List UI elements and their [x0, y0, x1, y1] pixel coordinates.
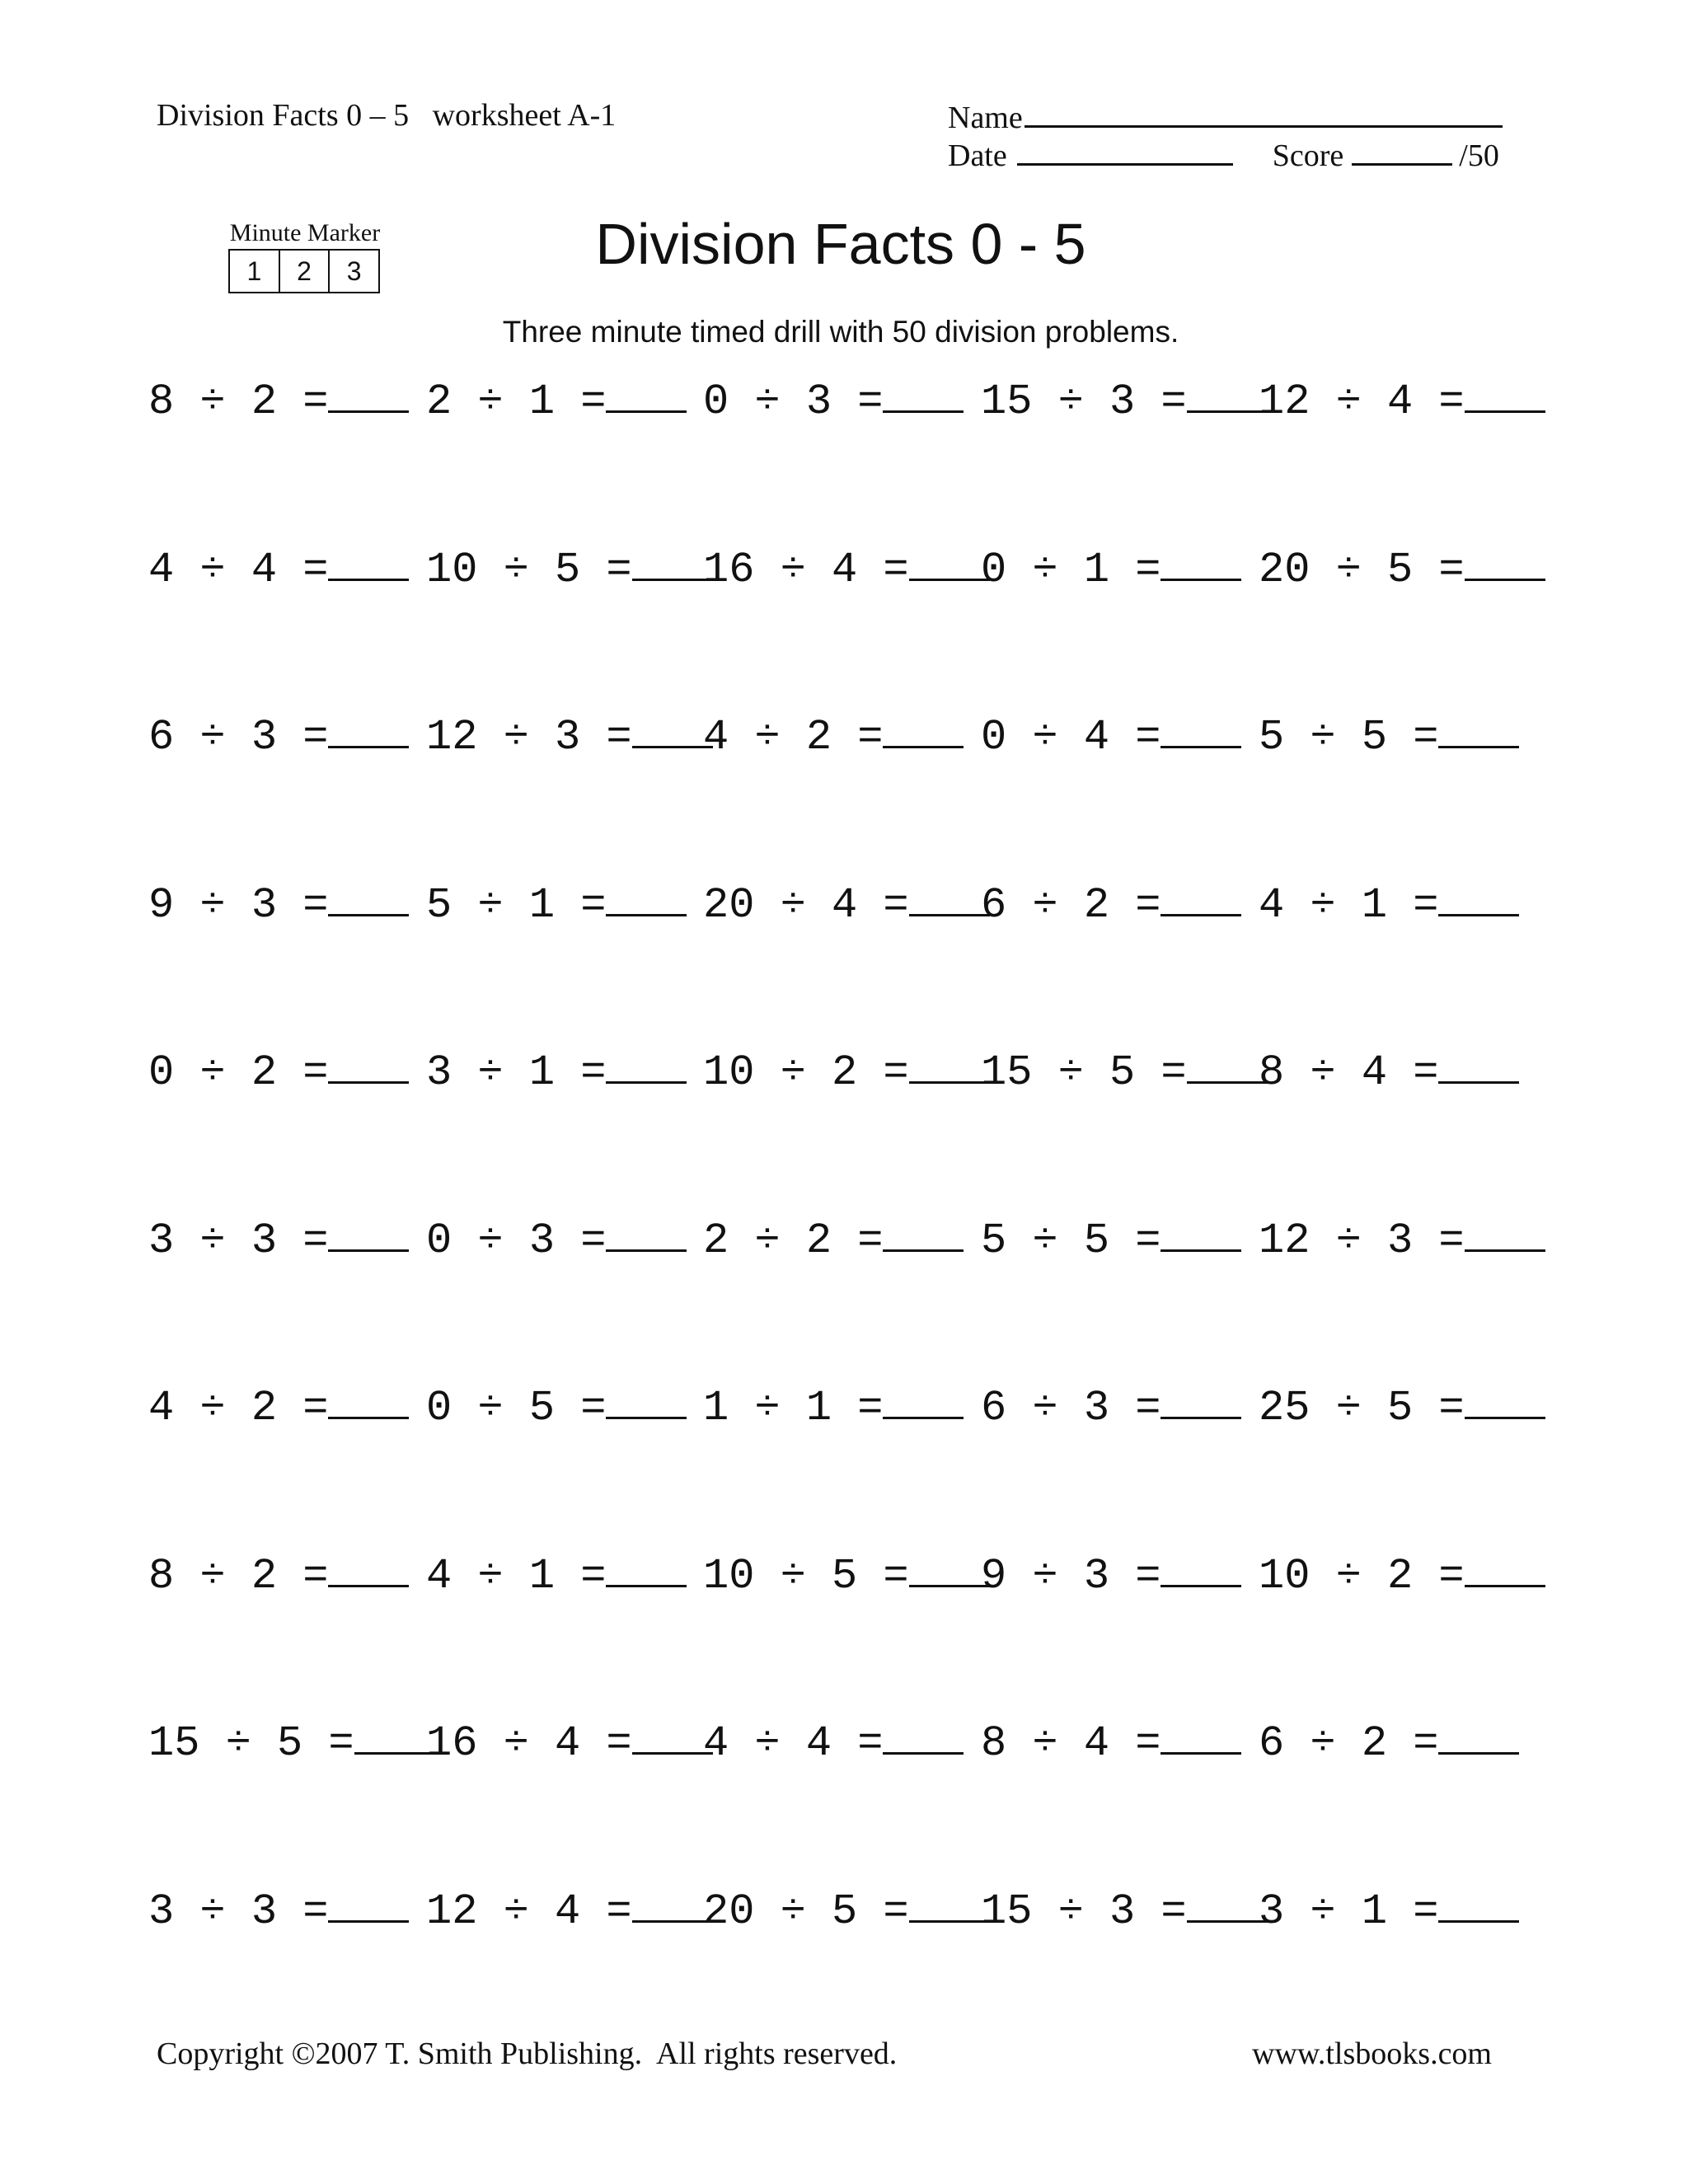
problem-expression: 2 ÷ 1 = — [426, 377, 607, 426]
problem-expression: 6 ÷ 2 = — [981, 881, 1161, 930]
problem-expression: 0 ÷ 4 = — [981, 713, 1161, 762]
division-problem — [1259, 541, 1545, 593]
answer-blank[interactable] — [909, 876, 990, 916]
problem-expression: 8 ÷ 2 = — [148, 377, 329, 426]
division-problem — [703, 1379, 964, 1432]
division-problem — [148, 876, 409, 929]
answer-blank[interactable] — [1187, 1882, 1268, 1923]
answer-blank[interactable] — [1160, 1547, 1241, 1587]
division-problem — [981, 1547, 1241, 1600]
answer-blank[interactable] — [1438, 1714, 1519, 1755]
answer-blank[interactable] — [354, 1714, 435, 1755]
answer-blank[interactable] — [1187, 1043, 1268, 1084]
answer-blank[interactable] — [606, 1043, 687, 1084]
division-problem — [1259, 1043, 1519, 1096]
division-problem — [426, 541, 713, 593]
answer-blank[interactable] — [606, 373, 687, 413]
problem-expression: 6 ÷ 3 = — [981, 1384, 1161, 1432]
division-problem — [148, 1547, 409, 1600]
division-problem — [426, 1714, 713, 1767]
division-problem — [1259, 708, 1519, 761]
worksheet-label: Division Facts 0 – 5 worksheet A-1 — [157, 98, 617, 133]
answer-blank[interactable] — [1438, 876, 1519, 916]
division-problem — [981, 708, 1241, 761]
problem-expression: 12 ÷ 3 = — [426, 713, 632, 762]
problem-expression: 4 ÷ 1 = — [1259, 881, 1439, 930]
problem-expression: 20 ÷ 5 = — [1259, 546, 1465, 594]
minute-marker-box-1[interactable]: 1 — [246, 256, 262, 286]
division-problem — [426, 708, 713, 761]
score-total: /50 — [1459, 138, 1499, 173]
division-problem — [981, 1714, 1241, 1767]
answer-blank[interactable] — [632, 1882, 713, 1923]
problem-expression: 20 ÷ 4 = — [703, 881, 909, 930]
division-problem — [1259, 1379, 1545, 1432]
answer-blank[interactable] — [328, 1547, 409, 1587]
problem-expression: 9 ÷ 3 = — [148, 881, 329, 930]
answer-blank[interactable] — [328, 1043, 409, 1084]
division-problem — [981, 541, 1241, 593]
problem-expression: 3 ÷ 3 = — [148, 1216, 329, 1265]
division-problem — [426, 373, 687, 425]
problem-expression: 0 ÷ 3 = — [426, 1216, 607, 1265]
division-problem — [148, 1043, 409, 1096]
answer-blank[interactable] — [909, 1043, 990, 1084]
division-problem — [1259, 1212, 1545, 1264]
answer-blank[interactable] — [1465, 1379, 1545, 1419]
problem-expression: 2 ÷ 2 = — [703, 1216, 884, 1265]
problem-expression: 0 ÷ 2 = — [148, 1048, 329, 1097]
problem-expression: 6 ÷ 3 = — [148, 713, 329, 762]
division-problem — [1259, 1882, 1519, 1935]
answer-blank[interactable] — [883, 708, 964, 748]
division-problem — [148, 1379, 409, 1432]
page-subtitle: Three minute timed drill with 50 division problems. — [502, 315, 1179, 349]
division-problem — [426, 876, 687, 929]
division-problem — [981, 1882, 1268, 1935]
minute-marker-box-2[interactable]: 2 — [279, 251, 329, 292]
division-problem — [981, 1043, 1268, 1096]
answer-blank[interactable] — [1160, 541, 1241, 581]
answer-blank[interactable] — [632, 541, 713, 581]
problem-expression: 15 ÷ 3 = — [981, 377, 1187, 426]
answer-blank[interactable] — [606, 1379, 687, 1419]
problem-expression: 5 ÷ 5 = — [981, 1216, 1161, 1265]
division-problem — [426, 1043, 687, 1096]
problem-expression: 3 ÷ 1 = — [426, 1048, 607, 1097]
division-problem — [148, 708, 409, 761]
answer-blank[interactable] — [606, 876, 687, 916]
answer-blank[interactable] — [1187, 373, 1268, 413]
website-link[interactable]: www.tlsbooks.com — [1252, 2036, 1492, 2071]
division-problem — [703, 541, 990, 593]
division-problem — [703, 876, 990, 929]
problem-expression: 4 ÷ 4 = — [148, 546, 329, 594]
answer-blank[interactable] — [632, 1714, 713, 1755]
date-label: Date — [948, 138, 1007, 173]
problem-expression: 20 ÷ 5 = — [703, 1887, 909, 1936]
division-problem — [426, 1882, 713, 1935]
problem-expression: 9 ÷ 3 = — [981, 1552, 1161, 1601]
answer-blank[interactable] — [909, 1882, 990, 1923]
problem-expression: 10 ÷ 5 = — [426, 546, 632, 594]
problem-expression: 4 ÷ 2 = — [703, 713, 884, 762]
problem-expression: 15 ÷ 5 = — [981, 1048, 1187, 1097]
problem-expression: 5 ÷ 1 = — [426, 881, 607, 930]
score-label: Score — [1272, 138, 1344, 173]
answer-blank[interactable] — [1160, 1212, 1241, 1252]
answer-blank[interactable] — [328, 708, 409, 748]
answer-blank[interactable] — [1160, 1714, 1241, 1755]
problem-expression: 16 ÷ 4 = — [426, 1719, 632, 1768]
division-problem — [148, 1714, 435, 1767]
answer-blank[interactable] — [1465, 373, 1545, 413]
division-problem — [981, 373, 1268, 425]
problem-expression: 3 ÷ 1 = — [1259, 1887, 1439, 1936]
problem-expression: 12 ÷ 4 = — [1259, 377, 1465, 426]
page-title: Division Facts 0 - 5 — [595, 212, 1086, 276]
minute-marker-box-3[interactable]: 3 — [328, 251, 378, 292]
name-label: Name — [948, 101, 1023, 135]
answer-blank[interactable] — [606, 1212, 687, 1252]
answer-blank[interactable] — [1465, 1547, 1545, 1587]
division-problem — [426, 1212, 687, 1264]
problem-expression: 0 ÷ 3 = — [703, 377, 884, 426]
problem-expression: 10 ÷ 2 = — [703, 1048, 909, 1097]
division-problem — [426, 1547, 687, 1600]
answer-blank[interactable] — [632, 708, 713, 748]
problem-expression: 3 ÷ 3 = — [148, 1887, 329, 1936]
division-problem — [1259, 373, 1545, 425]
answer-blank[interactable] — [606, 1547, 687, 1587]
answer-blank[interactable] — [1465, 541, 1545, 581]
division-problem — [426, 1379, 687, 1432]
answer-blank[interactable] — [1438, 1882, 1519, 1923]
division-problem — [703, 373, 964, 425]
answer-blank[interactable] — [328, 876, 409, 916]
problem-expression: 4 ÷ 2 = — [148, 1384, 329, 1432]
division-problem — [703, 1547, 990, 1600]
problem-expression: 6 ÷ 2 = — [1259, 1719, 1439, 1768]
answer-blank[interactable] — [328, 1882, 409, 1923]
division-problem — [703, 708, 964, 761]
division-problem — [148, 541, 409, 593]
minute-marker-label: Minute Marker — [229, 219, 381, 246]
answer-blank[interactable] — [328, 1212, 409, 1252]
division-problem — [148, 1882, 409, 1935]
division-problem — [703, 1212, 964, 1264]
problem-expression: 4 ÷ 1 = — [426, 1552, 607, 1601]
answer-blank[interactable] — [1465, 1212, 1545, 1252]
division-problem — [148, 373, 409, 425]
answer-blank[interactable] — [328, 541, 409, 581]
problem-expression: 15 ÷ 5 = — [148, 1719, 354, 1768]
answer-blank[interactable] — [1160, 1379, 1241, 1419]
division-problem — [981, 876, 1241, 929]
problem-expression: 8 ÷ 2 = — [148, 1552, 329, 1601]
division-problem — [981, 1379, 1241, 1432]
problem-expression: 25 ÷ 5 = — [1259, 1384, 1465, 1432]
answer-blank[interactable] — [1438, 708, 1519, 748]
answer-blank[interactable] — [1438, 1043, 1519, 1084]
problem-expression: 5 ÷ 5 = — [1259, 713, 1439, 762]
problem-expression: 1 ÷ 1 = — [703, 1384, 884, 1432]
division-problem — [1259, 876, 1519, 929]
answer-blank[interactable] — [909, 1547, 990, 1587]
problem-expression: 12 ÷ 3 = — [1259, 1216, 1465, 1265]
answer-blank[interactable] — [1160, 876, 1241, 916]
division-problem — [703, 1043, 990, 1096]
division-problem — [148, 1212, 409, 1264]
copyright-notice: Copyright ©2007 T. Smith Publishing. All rights reserved. — [157, 2036, 898, 2071]
answer-blank[interactable] — [909, 541, 990, 581]
answer-blank[interactable] — [883, 373, 964, 413]
problem-expression: 0 ÷ 5 = — [426, 1384, 607, 1432]
problem-expression: 8 ÷ 4 = — [981, 1719, 1161, 1768]
division-problem — [703, 1714, 964, 1767]
problem-expression: 16 ÷ 4 = — [703, 546, 909, 594]
answer-blank[interactable] — [883, 1212, 964, 1252]
problem-expression: 10 ÷ 2 = — [1259, 1552, 1465, 1601]
problem-expression: 8 ÷ 4 = — [1259, 1048, 1439, 1097]
division-problem — [703, 1882, 990, 1935]
answer-blank[interactable] — [328, 373, 409, 413]
problem-expression: 12 ÷ 4 = — [426, 1887, 632, 1936]
answer-blank[interactable] — [883, 1714, 964, 1755]
answer-blank[interactable] — [328, 1379, 409, 1419]
problem-expression: 0 ÷ 1 = — [981, 546, 1161, 594]
division-problem — [1259, 1714, 1519, 1767]
answer-blank[interactable] — [1160, 708, 1241, 748]
problem-expression: 4 ÷ 4 = — [703, 1719, 884, 1768]
answer-blank[interactable] — [883, 1379, 964, 1419]
problem-expression: 15 ÷ 3 = — [981, 1887, 1187, 1936]
division-problem — [1259, 1547, 1545, 1600]
division-problem — [981, 1212, 1241, 1264]
problem-expression: 10 ÷ 5 = — [703, 1552, 909, 1601]
